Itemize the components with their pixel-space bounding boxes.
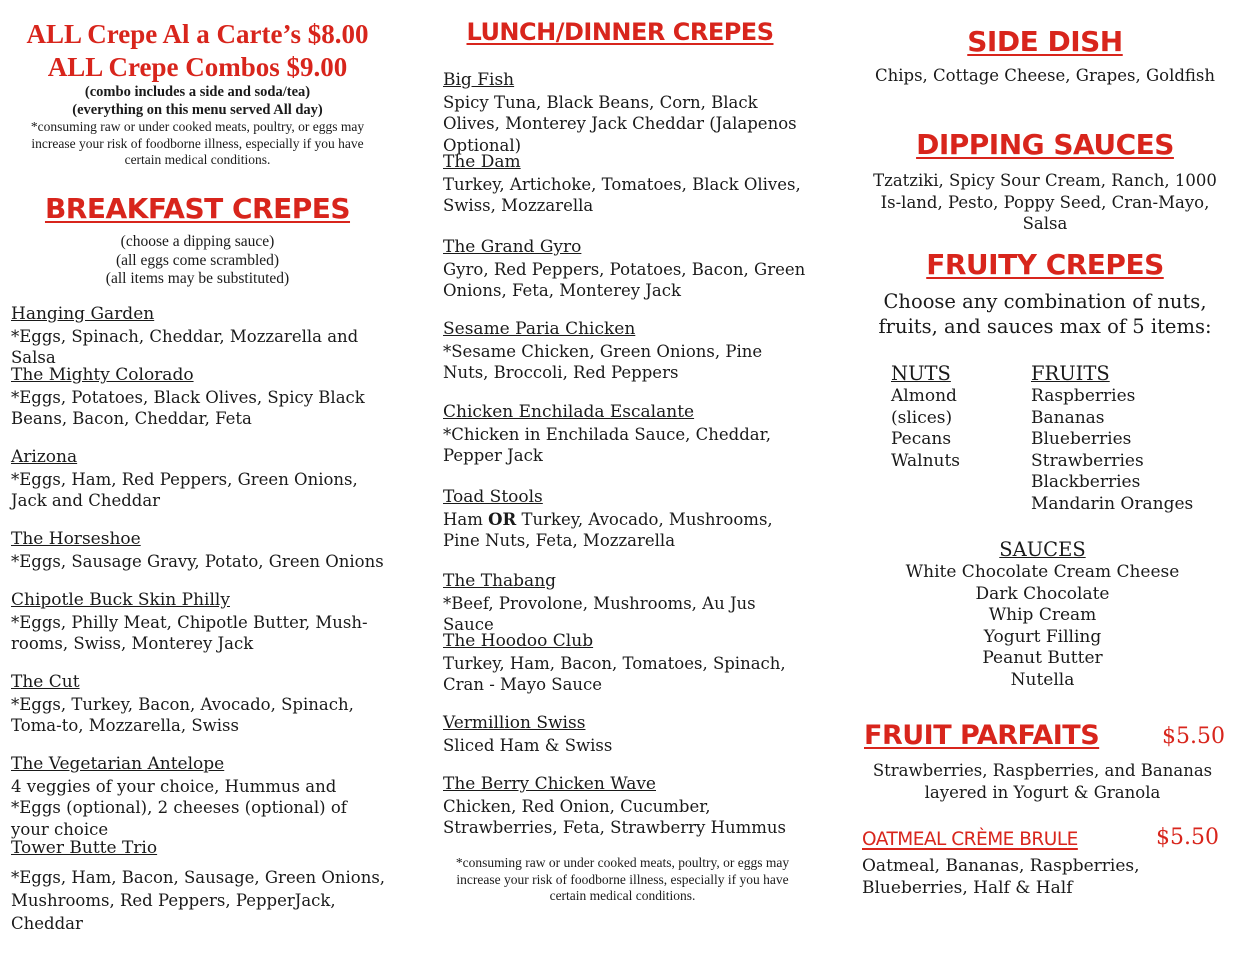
menu-item-toad-stools (443, 487, 808, 552)
item-name: The Mighty Colorado (11, 365, 194, 385)
oatmeal-title: OATMEAL CRÈME BRULE (862, 829, 1078, 850)
item-name: The Hoodoo Club (443, 631, 594, 651)
nut-item: Almond (891, 386, 957, 406)
menu-item-berry-chicken-wave (443, 774, 808, 839)
fruit-parfaits-title: FRUIT PARFAITS (864, 720, 1100, 751)
item-desc: Chicken, Red Onion, Cucumber, Strawberries, Feta, Strawberry Hummus (443, 796, 787, 837)
menu-item-the-dam (443, 152, 808, 217)
menu-item-thabang (443, 571, 808, 636)
all-day-note: (everything on this menu served All day) (72, 102, 323, 118)
breakfast-note: (all items may be substituted) (105, 270, 290, 287)
sauce-item: Peanut Butter (982, 648, 1103, 668)
fruit-parfaits-desc: Strawberries, Raspberries, and Bananas layered in Yogurt & Granola (872, 761, 1213, 802)
fruits-list (1031, 362, 1231, 515)
menu-item-chipotle-philly (11, 590, 386, 655)
sauces-list (880, 538, 1205, 691)
item-desc: Sliced Ham & Swiss (443, 735, 613, 755)
item-desc: *Eggs, Turkey, Bacon, Avocado, Spinach, Toma-to, Mozzarella, Swiss (11, 694, 354, 735)
breakfast-note: (all eggs come scrambled) (115, 251, 280, 269)
sauce-item: Yogurt Filling (983, 626, 1102, 647)
sauces-title: SAUCES (999, 538, 1086, 561)
price-header-2: ALL Crepe Combos $9.00 (47, 52, 348, 82)
combo-note: (combo includes a side and soda/tea) (84, 84, 311, 100)
item-desc: Spicy Tuna, Black Beans, Corn, Black Olives, Monterey Jack Cheddar (Jalapenos Optional) (443, 92, 797, 155)
fruit-item: Raspberries (1031, 386, 1136, 406)
item-name: Big Fish (443, 70, 515, 90)
item-desc: *Eggs, Philly Meat, Chipotle Butter, Mush-rooms, Swiss, Monterey Jack (11, 612, 368, 653)
menu-item-arizona (11, 447, 386, 512)
sauce-item: Dark Chocolate (975, 583, 1110, 604)
item-desc: *Eggs, Spinach, Cheddar, Mozzarella and Salsa (11, 326, 359, 367)
menu-item-hanging-garden (11, 304, 386, 369)
breakfast-notes (0, 233, 395, 289)
dipping-sauces-title: DIPPING SAUCES (916, 128, 1174, 161)
menu-item-tower-butte-trio (11, 837, 386, 935)
breakfast-note: (choose a dipping sauce) (120, 233, 275, 250)
item-desc: *Eggs, Ham, Bacon, Sausage, Green Onions, Mushrooms, Red Peppers, PepperJack, Cheddar (11, 868, 386, 933)
item-name: Chicken Enchilada Escalante (443, 402, 695, 422)
item-name: Toad Stools (443, 487, 543, 507)
fruit-item: Bananas (1031, 407, 1105, 428)
nuts-title: NUTS (891, 362, 951, 385)
nut-item: Walnuts (891, 450, 961, 471)
fruity-crepes-intro: Choose any combination of nuts, fruits, and sauces max of 5 items: (878, 290, 1212, 338)
item-name: The Cut (11, 672, 80, 692)
fruit-item: Blueberries (1031, 429, 1132, 449)
fruits-title: FRUITS (1031, 362, 1110, 385)
item-desc (443, 509, 808, 552)
menu-item-big-fish (443, 70, 808, 156)
item-desc: 4 veggies of your choice, Hummus and *Eggs (optional), 2 cheeses (optional) of your choice (11, 776, 347, 839)
sauce-item: Nutella (1010, 669, 1075, 690)
breakfast-title: BREAKFAST CREPES (44, 192, 351, 225)
menu-item-the-cut (11, 672, 386, 737)
item-desc: *Eggs, Sausage Gravy, Potato, Green Onions (11, 551, 384, 571)
fruity-crepes-title: FRUITY CREPES (926, 248, 1164, 281)
item-name: Vermillion Swiss (443, 713, 586, 733)
item-name: The Vegetarian Antelope (11, 754, 225, 774)
item-name: The Dam (443, 152, 521, 172)
side-dish-title: SIDE DISH (967, 25, 1123, 58)
fruit-item: Mandarin Oranges (1031, 493, 1194, 514)
lunch-dinner-title: LUNCH/DINNER CREPES (466, 18, 774, 46)
item-desc: *Sesame Chicken, Green Onions, Pine Nuts, Broccoli, Red Peppers (443, 341, 763, 382)
menu-item-grand-gyro (443, 237, 808, 302)
item-name: Arizona (11, 447, 78, 467)
nut-item: Pecans (891, 429, 952, 449)
nut-item: (slices) (891, 407, 953, 428)
price-header-1: ALL Crepe Al a Carte’s $8.00 (26, 19, 369, 49)
consumption-warning: *consuming raw or under cooked meats, poultry, or eggs may increase your risk of foodborne illness, especially if you have certain medical conditions. (30, 119, 365, 167)
item-name: Sesame Paria Chicken (443, 319, 636, 339)
item-name: The Grand Gyro (443, 237, 582, 257)
oatmeal-price: $5.50 (1156, 825, 1219, 850)
sauce-item: White Chocolate Cream Cheese (905, 562, 1180, 582)
menu-item-hoodoo-club (443, 631, 808, 696)
menu-item-mighty-colorado (11, 365, 386, 430)
item-desc: Gyro, Red Peppers, Potatoes, Bacon, Green Onions, Feta, Monterey Jack (443, 259, 806, 300)
menu-item-sesame-paria-chicken (443, 319, 808, 384)
item-desc: *Chicken in Enchilada Sauce, Cheddar, Pepper Jack (443, 424, 771, 465)
side-dish-desc: Chips, Cottage Cheese, Grapes, Goldfish (874, 66, 1216, 85)
fruit-parfaits-price: $5.50 (1162, 724, 1225, 749)
desc-bold-or: OR (488, 509, 517, 529)
item-desc: Turkey, Artichoke, Tomatoes, Black Olives, Swiss, Mozzarella (443, 174, 801, 215)
item-name: The Horseshoe (11, 529, 141, 549)
item-desc: Turkey, Ham, Bacon, Tomatoes, Spinach, Cran - Mayo Sauce (443, 653, 786, 694)
menu-item-vermillion-swiss (443, 713, 808, 756)
menu-item-vegetarian-antelope (11, 754, 386, 840)
menu-item-horseshoe (11, 529, 386, 572)
consumption-warning-bottom: *consuming raw or under cooked meats, poultry, or eggs may increase your risk of foodborne illness, especially if you have certain medical conditions. (455, 855, 790, 903)
item-name: The Berry Chicken Wave (443, 774, 656, 794)
desc-part: Ham (443, 509, 489, 529)
oatmeal-desc: Oatmeal, Bananas, Raspberries, Blueberries, Half & Half (862, 856, 1140, 898)
item-name: Hanging Garden (11, 304, 155, 324)
menu-item-chicken-enchilada (443, 402, 808, 467)
item-desc: *Eggs, Ham, Red Peppers, Green Onions, Jack and Cheddar (11, 469, 358, 510)
sauce-item: Whip Cream (988, 605, 1097, 625)
desc-part: Turkey, Avocado, Mushrooms, Pine Nuts, Feta, Mozzarella (443, 509, 773, 550)
item-name: The Thabang (443, 571, 557, 591)
item-name: Tower Butte Trio (11, 838, 158, 858)
nuts-list (891, 362, 1021, 472)
dipping-sauces-desc: Tzatziki, Spicy Sour Cream, Ranch, 1000 Is-land, Pesto, Poppy Seed, Cran-Mayo, Salsa (873, 171, 1217, 233)
item-desc: *Eggs, Potatoes, Black Olives, Spicy Black Beans, Bacon, Cheddar, Feta (11, 387, 365, 428)
item-desc: *Beef, Provolone, Mushrooms, Au Jus Sauce (443, 593, 756, 634)
fruit-item: Strawberries (1031, 450, 1144, 471)
item-name: Chipotle Buck Skin Philly (11, 590, 230, 610)
fruit-item: Blackberries (1031, 472, 1141, 492)
